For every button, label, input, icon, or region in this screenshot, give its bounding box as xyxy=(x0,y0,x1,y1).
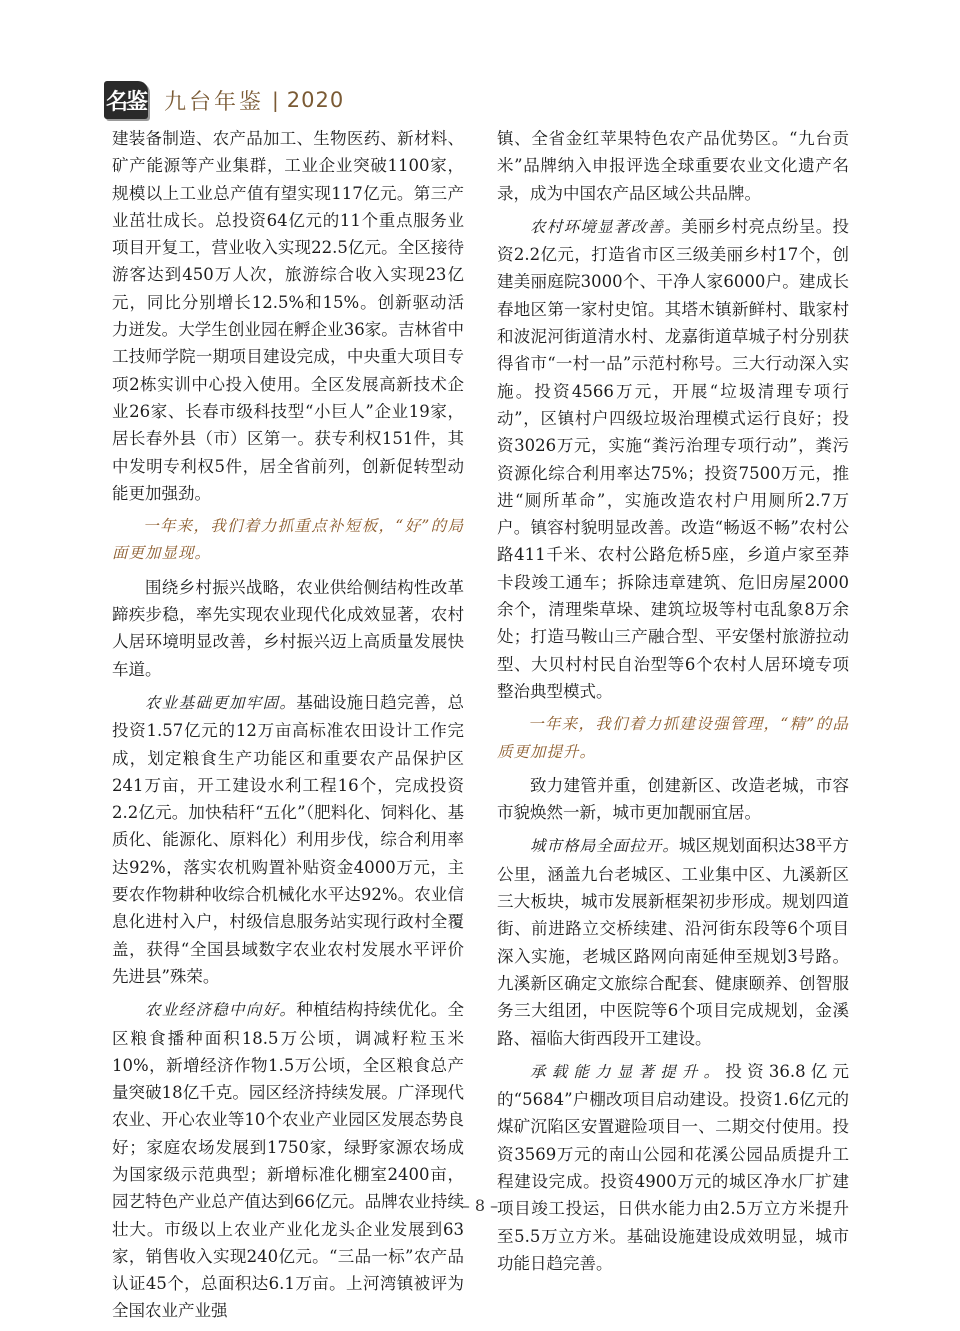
left-column xyxy=(112,125,464,1331)
paragraph xyxy=(497,832,849,1051)
paragraph-body: 城区规划面积达38平方公里，涵盖九台老城区、工业集中区、九溪新区三大板块，城市发展新框架初步形成。规划四道街、前进路立交桥续建、沿河街东段等6个项目深入实施，老城区路网向南延伸至规划3号路。九溪新区确定文旅综合配套、健康颐养、创智服务三大组团，中医院等6个项目完成规划，金溪路、福临大街西段开工建设。 xyxy=(497,836,849,1048)
paragraph-body: 投资36.8亿元的“5684”户棚改项目启动建设。投资1.6亿元的煤矿沉陷区安置避险项目一、二期交付使用。投资3569万元的南山公园和花溪公园品质提升工程建设完成。投资4900万元的城区净水厂扩建项目竣工投运，日供水能力由2.5万立方米提升至5.5万立方米。基础设施建设成效明显，城市功能日趋完善。 xyxy=(497,1061,849,1273)
paragraph-keyword: 农村环境显著改善。 xyxy=(530,217,682,236)
section-lead: 一年来，我们着力抓重点补短板，“好”的局面更加显现。 xyxy=(112,517,464,563)
paragraph-body: 种植结构持续优化。全区粮食播种面积18.5万公顷，调减籽粒玉米10%，新增经济作物1.5万公顷，全区粮食总产量突破18亿千克。园区经济持续发展。广泽现代农业、开心农业等10个农业产业园区发展态势良好；家庭农场发展到1750家，绿野家源农场成为国家级示范典型；新增标准化棚室2400亩，园艺特色产业总产值达到66亿元。品牌农业持续壮大。市级以上农业产业化龙头企业发展到63家，销售收入实现240亿元。“三品一标”农产品认证45个，总面积达6.1万亩。上河湾镇被评为全国农业产业强 xyxy=(112,1000,464,1321)
paragraph: 致力建管并重，创建新区、改造老城，市容市貌焕然一新，城市更加靓丽宜居。 xyxy=(497,775,849,823)
book-title: 九台年鉴 xyxy=(164,89,265,115)
paragraph xyxy=(497,1058,849,1277)
paragraph-keyword: 农业基础更加牢固。 xyxy=(145,693,297,712)
paragraph xyxy=(497,213,849,705)
title-separator: | xyxy=(272,88,279,112)
paragraph-body: 基础设施日趋完善，总投资1.57亿元的12万亩高标准农田设计工作完成，划定粮食生产功能区和重要农产品保护区241万亩，开工建设水利工程16个，完成投资2.2亿元。加快秸秆“五化”（肥料化、饲料化、基质化、能源化、原料化）利用步伐，综合利用率达92%，落实农机购置补贴资金4000万元，主要农作物耕种收综合机械化水平达92%。农业信息化进村入户，村级信息服务站实现行政村全覆盖，获得“全国县域数字农业农村发展水平评价先进县”殊荣。 xyxy=(112,692,464,986)
paragraph xyxy=(112,689,464,990)
paragraph xyxy=(112,996,464,1325)
page-number: – 8 – xyxy=(461,1196,499,1215)
paragraph: 建装备制造、农产品加工、生物医药、新材料、矿产能源等产业集群，工业企业突破1100家，规模以上工业总产值有望实现117亿元。第三产业茁壮成长。总投资64亿元的11个重点服务业项目开复工，营业收入实现22.5亿元。全区接待游客达到450万人次，旅游综合收入实现23亿元，同比分别增长12.5%和15%。创新驱动活力迸发。大学生创业园在孵企业36家。吉林省中工技师学院一期项目建设完成，中央重大项目专项2栋实训中心投入使用。全区发展高新技术企业26家、长春市级科技型“小巨人”企业19家，居长春外县（市）区第一。获专利权151件，其中发明专利权5件，居全省前列，创新促转型动能更加强劲。 xyxy=(112,129,464,503)
paragraph: 镇、全省金红苹果特色农产品优势区。“九台贡米”品牌纳入申报评选全球重要农业文化遗产名录，成为中国农产品区域公共品牌。 xyxy=(497,129,849,203)
book-logo: 名鉴 xyxy=(104,81,148,119)
paragraph-keyword: 农业经济稳中向好。 xyxy=(145,1001,297,1020)
right-column xyxy=(497,125,849,1283)
paragraph-keyword: 城市格局全面拉开。 xyxy=(530,837,679,856)
paragraph: 围绕乡村振兴战略，农业供给侧结构性改革蹄疾步稳，率先实现农业现代化成效显著，农村人居环境明显改善，乡村振兴迈上高质量发展快车道。 xyxy=(112,577,464,679)
page-header xyxy=(104,80,344,120)
paragraph-body: 美丽乡村亮点纷呈。投资2.2亿元，打造省市区三级美丽乡村17个，创建美丽庭院3000个、干净人家6000户。建成长春地区第一家村史馆。其塔木镇新鲜村、戢家村和波泥河街道清水村、龙嘉街道草城子村分别获得省市“一村一品”示范村称号。三大行动深入实施。投资4566万元，开展“垃圾清理专项行动”，区镇村户四级垃圾治理模式运行良好；投资3026万元，实施“粪污治理专项行动”，粪污资源化综合利用率达75%；投资7500万元，推进“厕所革命”，实施改造农村户用厕所2.7万户。镇容村貌明显改善。改造“畅返不畅”农村公路411千米、农村公路危桥5座，乡道卢家至莽卡段竣工通车；拆除违章建筑、危旧房屋2000余个，清理柴草垛、建筑垃圾等村屯乱象8万余处；打造马鞍山三产融合型、平安堡村旅游拉动型、大贝村村民自治型等6个农村人居环境专项整治典型模式。 xyxy=(497,216,849,701)
book-year: 2020 xyxy=(286,88,345,112)
section-lead: 一年来，我们着力抓建设强管理，“精”的品质更加提升。 xyxy=(497,715,849,761)
paragraph-keyword: 承载能力显著提升。 xyxy=(530,1062,726,1081)
